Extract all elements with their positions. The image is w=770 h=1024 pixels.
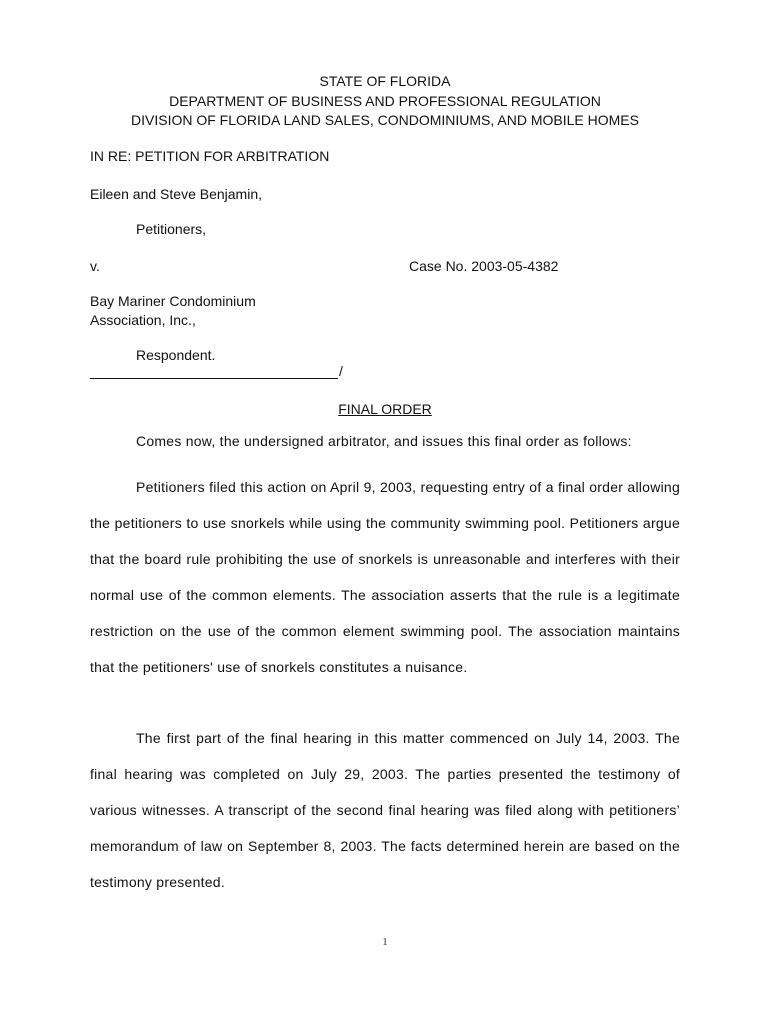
- caption-rule: [90, 378, 338, 379]
- caption-rule-slash: /: [339, 363, 343, 379]
- respondent-name-line2: Association, Inc.,: [90, 312, 196, 328]
- case-number: Case No. 2003-05-4382: [409, 258, 559, 274]
- document-title-text: FINAL ORDER: [338, 401, 432, 417]
- versus: v.: [90, 258, 100, 274]
- respondent-name-line1: Bay Mariner Condominium: [90, 293, 256, 309]
- header-division: DIVISION OF FLORIDA LAND SALES, CONDOMINIUMS, AND MOBILE HOMES: [131, 112, 639, 128]
- petitioners-role: Petitioners,: [136, 221, 207, 237]
- paragraph-background: Petitioners filed this action on April 9, 2003, requesting entry of a final order allowing the petitioners to use snorkels while using the community swimming pool. Petitioners argue that the board rule prohibiting the use of snorkels is unreasonable and interferes with their normal use of the common elements. The association asserts that the rule is a legitimate restriction on the use of the common element swimming pool. The association maintains that the petitioners' use of snorkels constitutes a nuisance.: [90, 479, 680, 675]
- header-department: DEPARTMENT OF BUSINESS AND PROFESSIONAL REGULATION: [169, 93, 601, 109]
- paragraph-intro: Comes now, the undersigned arbitrator, and issues this final order as follows:: [136, 433, 632, 449]
- paragraph-hearing: The first part of the final hearing in this matter commenced on July 14, 2003. The final hearing was completed on July 29, 2003. The parties presented the testimony of various witnesses. A transcript of the second final hearing was filed along with petitioners’ memorandum of law on September 8, 2003. The facts determined herein are based on the testimony presented.: [90, 730, 680, 890]
- document-title: [0, 401, 770, 417]
- page-number: 1: [382, 936, 388, 948]
- header-state: STATE OF FLORIDA: [319, 73, 451, 89]
- petitioners-names: Eileen and Steve Benjamin,: [90, 186, 262, 202]
- respondent-role: Respondent.: [136, 347, 216, 363]
- caption-in-re: IN RE: PETITION FOR ARBITRATION: [90, 148, 330, 164]
